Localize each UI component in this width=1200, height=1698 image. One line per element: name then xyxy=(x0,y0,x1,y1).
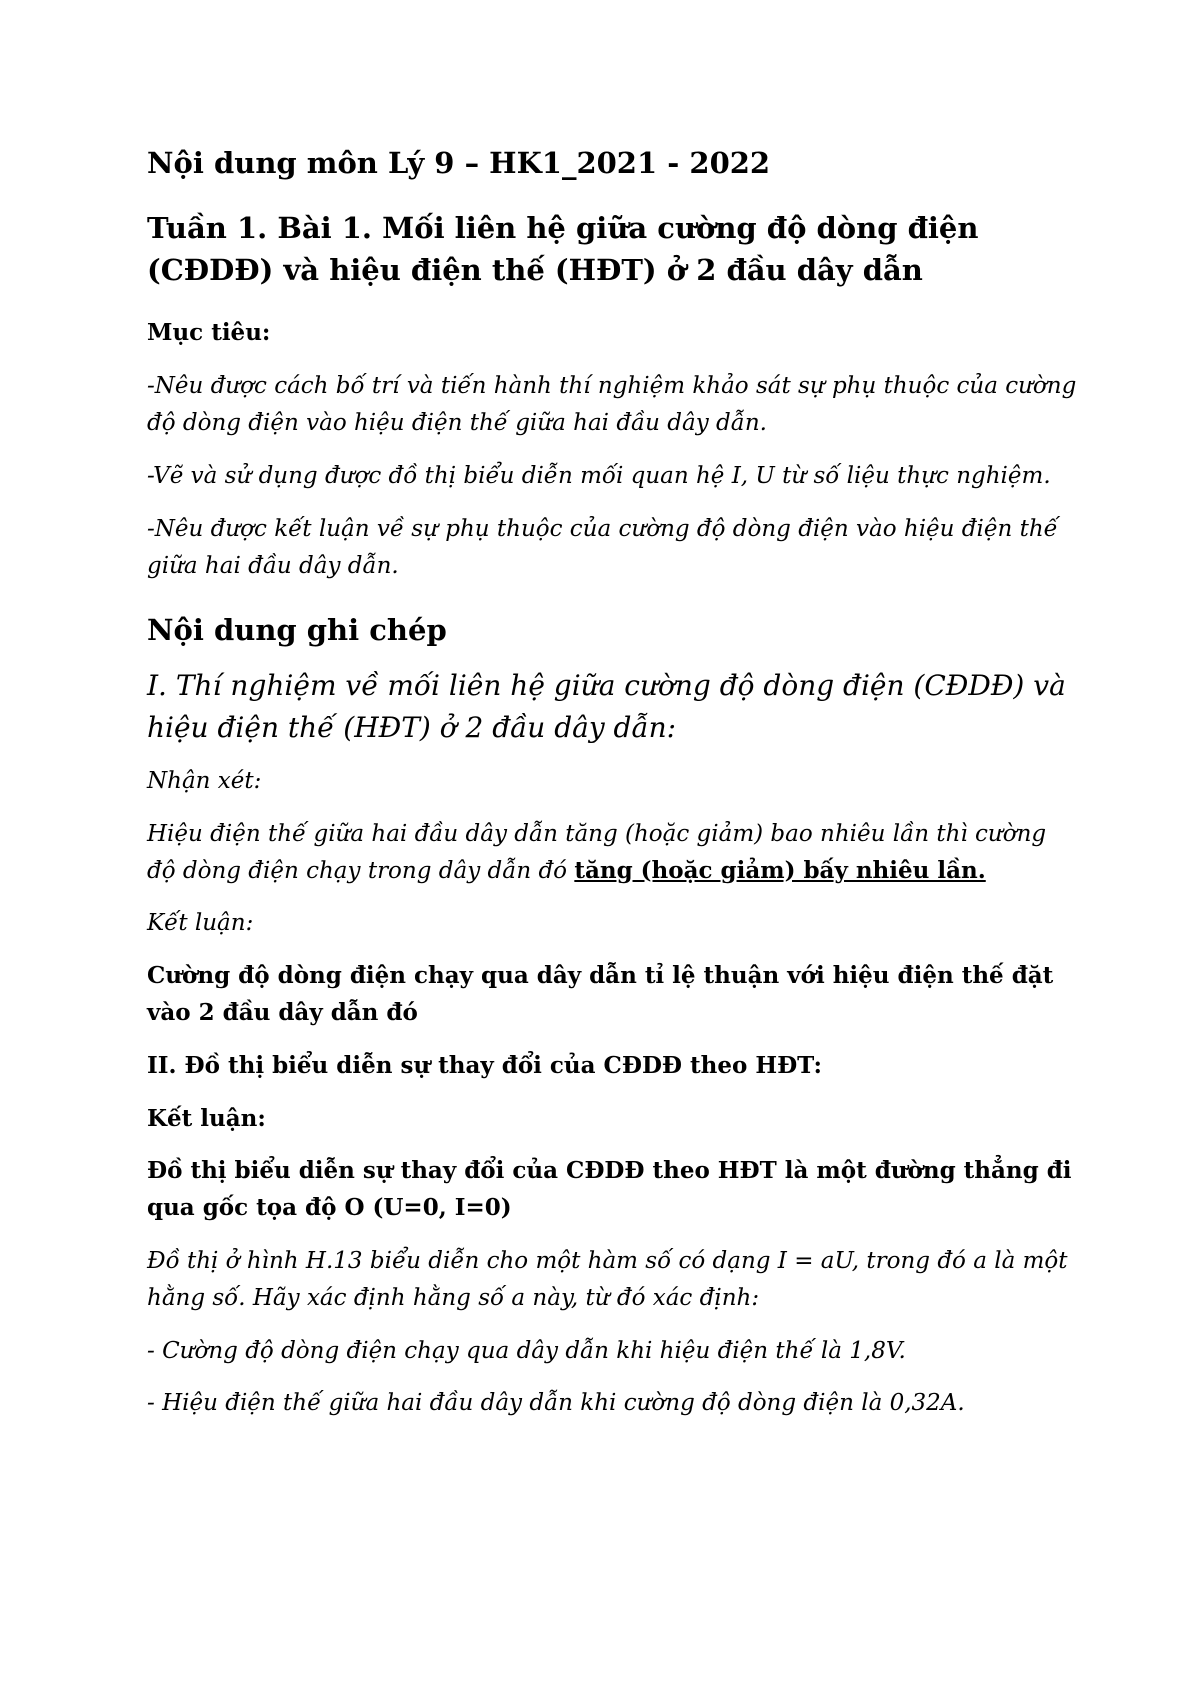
section-2-conclusion-text: Đồ thị biểu diễn sự thay đổi của CĐDĐ theo HĐT là một đường thẳng đi qua gốc tọa độ O (U=0, I=0) xyxy=(147,1157,1072,1222)
section-2-title: II. Đồ thị biểu diễn sự thay đổi của CĐDĐ theo HĐT: xyxy=(147,1051,822,1079)
section-2-conclusion-label: Kết luận: xyxy=(147,1104,266,1132)
remark-text: Hiệu điện thế giữa hai đầu dây dẫn tăng (hoặc giảm) bao nhiêu lần thì cường độ dòng điện chạy trong dây dẫn đó xyxy=(147,820,1047,884)
remark-label: Nhận xét: xyxy=(147,768,262,794)
conclusion-text: Cường độ dòng điện chạy qua dây dẫn tỉ lệ thuận với hiệu điện thế đặt vào 2 đầu dây dẫn đó xyxy=(147,962,1054,1026)
exercise-text: Đồ thị ở hình H.13 biểu diễn cho một hàm số có dạng I = aU, trong đó a là một hằng số. Hãy xác định hằng số a này, từ đó xác định: xyxy=(147,1247,1068,1311)
conclusion-label: Kết luận: xyxy=(147,910,254,937)
exercise-item: - Hiệu điện thế giữa hai đầu dây dẫn khi cường độ dòng điện là 0,32A. xyxy=(147,1390,965,1417)
objective-item: -Vẽ và sử dụng được đồ thị biểu diễn mối quan hệ I, U từ số liệu thực nghiệm. xyxy=(147,463,1051,490)
document-title: Nội dung môn Lý 9 – HK1_2021 - 2022 xyxy=(147,146,771,180)
objective-item: -Nêu được kết luận về sự phụ thuộc của cường độ dòng điện vào hiệu điện thế giữa hai đầu dây dẫn. xyxy=(147,515,1058,579)
remark-paragraph xyxy=(147,816,1080,890)
lesson-title: Tuần 1. Bài 1. Mối liên hệ giữa cường độ dòng điện (CĐDĐ) và hiệu điện thế (HĐT) ở 2 đầu dây dẫn xyxy=(147,210,979,287)
objective-item: -Nêu được cách bố trí và tiến hành thí nghiệm khảo sát sự phụ thuộc của cường độ dòng điện vào hiệu điện thế giữa hai đầu dây dẫn. xyxy=(147,373,1077,437)
section-1-title: I. Thí nghiệm về mối liên hệ giữa cường độ dòng điện (CĐDĐ) và hiệu điện thế (HĐT) ở 2 đầu dây dẫn: xyxy=(147,669,1066,744)
objectives-label: Mục tiêu: xyxy=(147,318,271,346)
notes-heading: Nội dung ghi chép xyxy=(147,613,447,648)
exercise-item: - Cường độ dòng điện chạy qua dây dẫn khi hiệu điện thế là 1,8V. xyxy=(147,1337,906,1364)
remark-emphasis: tăng (hoặc giảm) bấy nhiêu lần. xyxy=(574,856,986,884)
